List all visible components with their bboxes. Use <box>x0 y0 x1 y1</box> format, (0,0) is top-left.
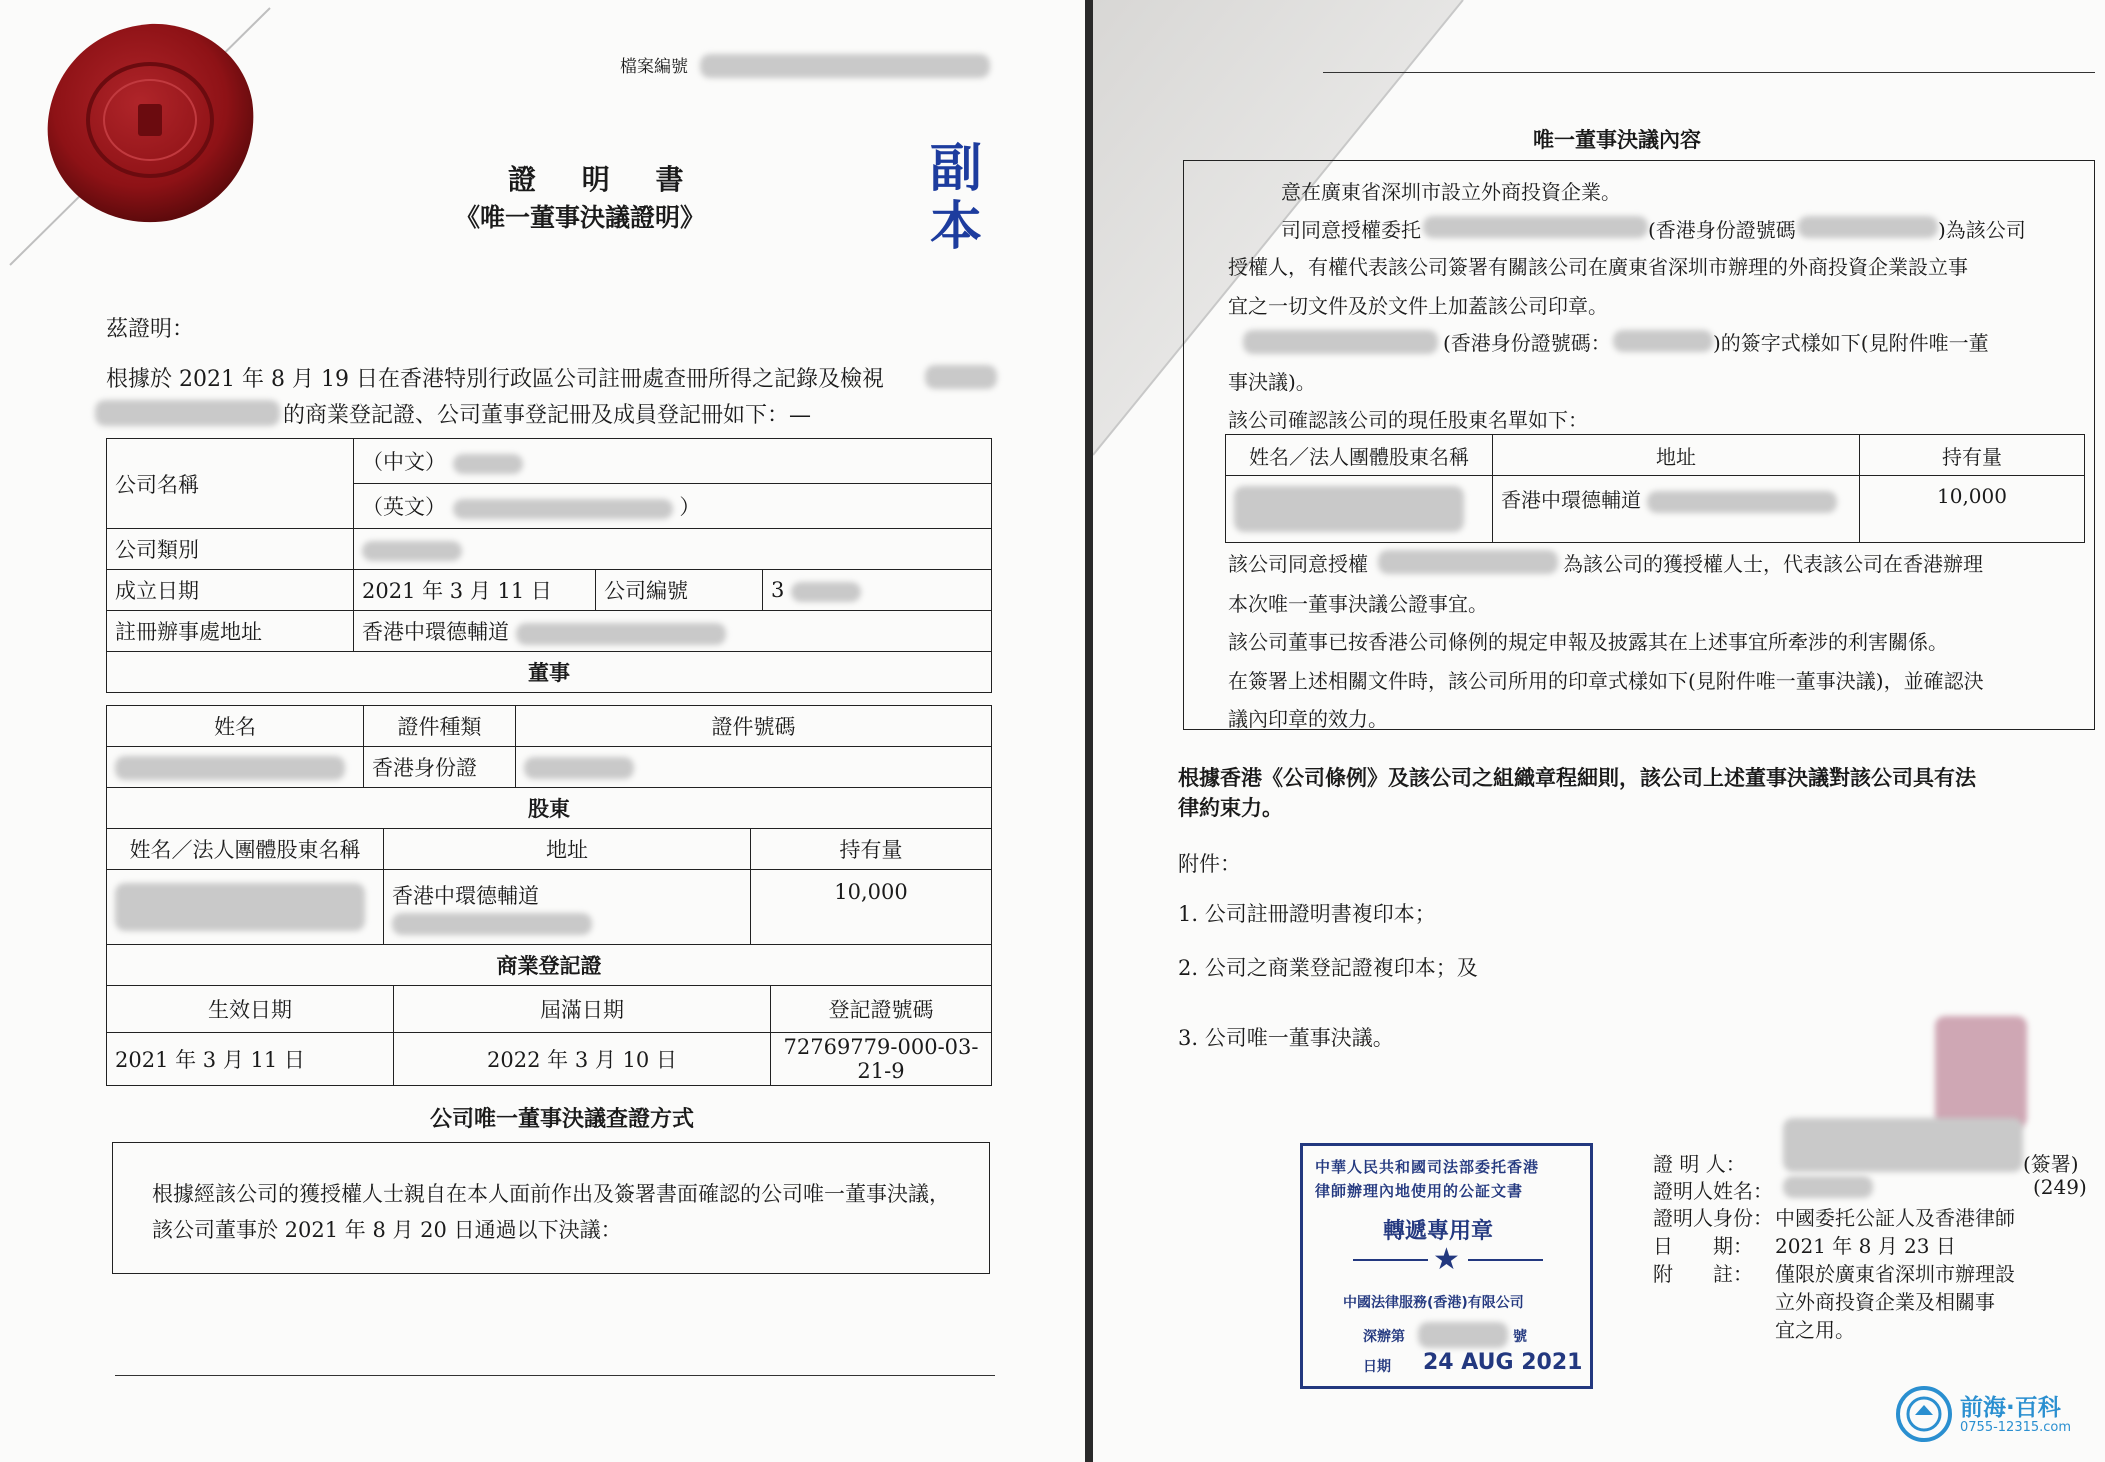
intro-line-1: 根據於 2021 年 8 月 19 日在香港特別行政區公司註冊處查冊所得之記錄及檢視 <box>106 367 884 392</box>
document-subtitle: 《唯一董事決議證明》 <box>455 203 706 232</box>
resolution-2e: 宜之一切文件及於文件上加蓋該公司印章。 <box>1228 294 1608 318</box>
verify-line-1: 根據經該公司的獲授權人士親自在本人面前作出及簽署書面確認的公司唯一董事決議， <box>152 1182 950 1206</box>
transfer-stamp <box>1300 1143 1593 1389</box>
director-col-id-no: 證件號碼 <box>516 706 992 747</box>
redacted-authorized-person <box>1423 216 1648 238</box>
redacted-signatory <box>1243 330 1438 354</box>
stamp-date-label: 日期 <box>1363 1359 1391 1375</box>
resolution-5a: 該公司同意授權 <box>1228 552 1368 576</box>
resolution-2b: (香港身份證號碼 <box>1648 218 1796 242</box>
attachment-3: 3. 公司唯一董事決議。 <box>1178 1026 1394 1050</box>
company-info-table <box>106 438 992 693</box>
star-icon: ★ <box>1433 1242 1460 1277</box>
cert-date-label: 日 期： <box>1653 1234 1753 1258</box>
intro-line-2: 的商業登記證、公司董事登記冊及成員登記冊如下：— <box>283 403 812 428</box>
resolution-heading: 唯一董事決議內容 <box>1533 127 1701 152</box>
copy-mark: 副本 <box>930 138 983 257</box>
certifier-identity: 中國委托公証人及香港律師 <box>1775 1206 2015 1230</box>
shareholder-qty: 10,000 <box>751 870 992 945</box>
chinese-name-prefix: （中文） <box>362 450 446 474</box>
legal-effect-line-1: 根據香港《公司條例》及該公司之組織章程細則，該公司上述董事決議對該公司具有法 <box>1178 765 1976 790</box>
redacted-authorized-2 <box>1378 550 1558 574</box>
shareholder-col-name: 姓名／法人團體股東名稱 <box>107 829 384 870</box>
redacted-director-id <box>524 757 634 779</box>
redacted-english-name <box>453 499 673 519</box>
redacted-company-no <box>791 582 861 602</box>
resolution-5b: 為該公司的獲授權人士，代表該公司在香港辦理 <box>1563 552 1983 576</box>
stamp-date: 24 AUG 2021 <box>1423 1350 1583 1375</box>
footer-rule <box>115 1375 995 1376</box>
resolution-2d: 授權人，有權代表該公司簽署有關該公司在廣東省深圳市辦理的外商投資企業設立事 <box>1228 255 1968 279</box>
redacted-company <box>925 365 997 389</box>
incorporation-date: 2021 年 3 月 11 日 <box>354 570 596 611</box>
note-line-1: 僅限於廣東省深圳市辦理設 <box>1775 1262 2015 1286</box>
sh-address: 香港中環德輔道 <box>1501 488 1641 512</box>
document-title: 證 明 書 <box>508 163 702 196</box>
redacted-shareholder-address <box>392 913 592 935</box>
redacted-file-number <box>700 54 990 78</box>
shareholder-col-address: 地址 <box>384 829 751 870</box>
br-effective-date: 2021 年 3 月 11 日 <box>107 1033 394 1086</box>
stamp-no-prefix: 深辦第 <box>1363 1329 1405 1345</box>
wax-seal-icon <box>42 20 257 225</box>
note-line-3: 宜之用。 <box>1775 1318 1855 1342</box>
br-expiry-date: 2022 年 3 月 10 日 <box>394 1033 771 1086</box>
redacted-director-name <box>115 756 345 780</box>
stamp-line-3: 轉遞專用章 <box>1383 1219 1494 1244</box>
company-name-label: 公司名稱 <box>107 439 354 529</box>
director-col-id-type: 證件種類 <box>364 706 516 747</box>
certifier-name-label: 證明人姓名： <box>1653 1179 1773 1203</box>
cert-date: 2021 年 8 月 23 日 <box>1775 1234 1956 1258</box>
resolution-3b: )的簽字式樣如下(見附件唯一董 <box>1713 331 1989 355</box>
company-type-label: 公司類別 <box>107 529 354 570</box>
logo-phone: 0755-12315.com <box>1960 1420 2072 1435</box>
stamp-rule-left <box>1353 1259 1428 1261</box>
hereby-certify: 茲證明： <box>106 317 195 342</box>
shareholders-table <box>106 828 992 986</box>
resolution-3a: (香港身份證號碼： <box>1443 331 1611 355</box>
note-label: 附 註： <box>1653 1262 1753 1286</box>
resolution-6: 該公司董事已按香港公司條例的規定申報及披露其在上述事宜所牽涉的利害關係。 <box>1228 630 1948 654</box>
resolution-5c: 本次唯一董事決議公證事宜。 <box>1228 592 1488 616</box>
redacted-sh-name <box>1234 486 1464 532</box>
resolution-1: 意在廣東省深圳市設立外商投資企業。 <box>1281 180 1621 204</box>
resolution-3c: 事決議)。 <box>1228 370 1316 394</box>
directors-header: 董事 <box>107 652 992 693</box>
shareholders-header: 股東 <box>107 788 992 829</box>
br-col-number: 登記證號碼 <box>771 986 992 1033</box>
redacted-notary-seal <box>1935 1016 2027 1128</box>
redacted-shareholder-name <box>115 883 365 931</box>
signed-label: (簽署) <box>2023 1152 2079 1176</box>
resolution-2c: )為該公司 <box>1938 218 2026 242</box>
br-col-effective: 生效日期 <box>107 986 394 1033</box>
attachment-1: 1. 公司註冊證明書複印本； <box>1178 902 1436 926</box>
br-col-expiry: 屆滿日期 <box>394 986 771 1033</box>
stamp-line-2: 律師辦理內地使用的公証文書 <box>1315 1182 1524 1200</box>
redacted-company-2 <box>95 400 280 426</box>
english-name-suffix: ） <box>679 495 701 519</box>
certifier-identity-label: 證明人身份： <box>1653 1206 1773 1230</box>
sh-col-name: 姓名／法人團體股東名稱 <box>1226 435 1493 476</box>
certifier-label: 證 明 人： <box>1653 1152 1746 1176</box>
logo-emblem-icon <box>1895 1385 1953 1443</box>
redacted-signature <box>1783 1118 2023 1172</box>
sh-qty: 10,000 <box>1860 476 2085 543</box>
current-shareholders-table <box>1225 434 2085 543</box>
shareholder-col-qty: 持有量 <box>751 829 992 870</box>
resolution-4: 該公司確認該公司的現任股東名單如下： <box>1228 408 1588 432</box>
redacted-hkid-1 <box>1798 216 1938 238</box>
director-id-type: 香港身份證 <box>364 747 516 788</box>
stamp-rule-right <box>1468 1259 1543 1261</box>
redacted-stamp-no <box>1418 1322 1508 1348</box>
redacted-chinese-name <box>453 454 523 474</box>
incorporation-date-label: 成立日期 <box>107 570 354 611</box>
page-gutter <box>1085 0 1093 1462</box>
logo-name: 前海·百科 <box>1960 1395 2061 1421</box>
redacted-hkid-2 <box>1613 330 1713 352</box>
director-col-name: 姓名 <box>107 706 364 747</box>
registered-address-label: 註冊辦事處地址 <box>107 611 354 652</box>
directors-table <box>106 705 992 829</box>
business-registration-table <box>106 985 992 1086</box>
english-name-prefix: （英文） <box>362 495 446 519</box>
company-no-label: 公司編號 <box>596 570 763 611</box>
sh-col-address: 地址 <box>1493 435 1860 476</box>
redacted-address <box>516 623 726 645</box>
verify-line-2: 該公司董事於 2021 年 8 月 20 日通過以下決議： <box>152 1218 622 1242</box>
stamp-line-1: 中華人民共和國司法部委托香港 <box>1315 1158 1540 1176</box>
resolution-7b: 議內印章的效力。 <box>1228 707 1388 731</box>
br-header: 商業登記證 <box>107 945 992 986</box>
verify-box <box>112 1142 990 1274</box>
legal-effect-line-2: 律約束力。 <box>1178 795 1283 820</box>
company-no-prefix: 3 <box>771 578 785 602</box>
br-number: 72769779-000-03-21-9 <box>771 1033 992 1086</box>
attachments-label: 附件： <box>1178 852 1241 876</box>
redacted-sh-address <box>1647 491 1837 513</box>
resolution-2a: 司同意授權委托 <box>1281 218 1421 242</box>
stamp-no-suffix: 號 <box>1513 1329 1527 1345</box>
file-number-label: 檔案編號 <box>620 57 688 77</box>
attachment-2: 2. 公司之商業登記證複印本；及 <box>1178 956 1478 980</box>
certifier-number: (249) <box>2033 1175 2087 1199</box>
note-line-2: 立外商投資企業及相關事 <box>1775 1290 1995 1314</box>
stamp-line-4: 中國法律服務(香港)有限公司 <box>1343 1295 1524 1311</box>
redacted-company-type <box>362 541 462 561</box>
shareholder-address: 香港中環德輔道 <box>392 884 539 908</box>
sh-col-qty: 持有量 <box>1860 435 2085 476</box>
verify-heading: 公司唯一董事決議查證方式 <box>430 1106 695 1132</box>
top-rule <box>1323 72 2095 73</box>
registered-address: 香港中環德輔道 <box>362 620 509 644</box>
right-page <box>1093 0 2105 1462</box>
resolution-7a: 在簽署上述相關文件時，該公司所用的印章式樣如下(見附件唯一董事決議)，並確認決 <box>1228 669 1984 693</box>
redacted-certifier-name <box>1783 1176 1873 1198</box>
